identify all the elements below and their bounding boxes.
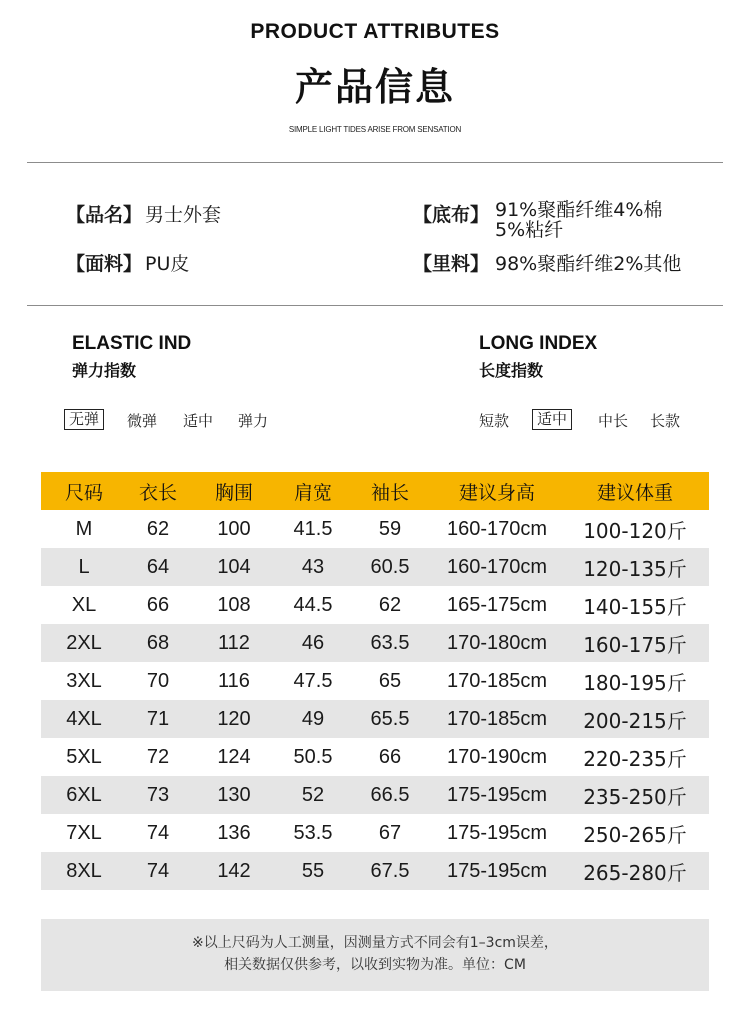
table-cell: 180-195斤 [583,670,687,695]
note-line-2: 相关数据仅供参考，以收到实物为准。单位：CM [224,957,526,973]
measurement-note [41,919,709,991]
table-cell: 68 [127,624,189,662]
elastic-option-stretch: 弹力 [238,412,269,430]
table-cell: 65 [378,669,402,692]
table-cell: 5XL [66,745,102,768]
table-cell: M [75,517,93,540]
table-row [41,586,709,624]
table-cell: 130 [189,776,279,814]
table-cell: 44.5 [293,593,333,616]
table-cell: 120 [189,700,279,738]
header-size: 尺码 [41,472,127,510]
table-row [41,510,709,548]
table-cell: 136 [217,821,251,844]
table-cell: 175-195cm [446,821,548,844]
table-cell: 47.5 [293,669,333,692]
table-cell: 49 [279,700,347,738]
elastic-title-en: ELASTIC IND [72,333,192,354]
table-row [41,776,709,814]
table-cell: 265-280斤 [561,852,709,890]
attr-lining-key: 【里料】 [413,253,490,275]
length-title-en: LONG INDEX [479,333,598,354]
table-cell: 7XL [66,821,102,844]
table-cell: 235-250斤 [561,776,709,814]
table-cell: 170-185cm [433,700,561,738]
header-weight: 建议体重 [561,472,709,510]
table-cell: 74 [146,821,170,844]
table-cell: XL [71,593,97,616]
title-chinese: 产品信息 [294,65,455,109]
table-cell: 64 [127,548,189,586]
size-table [41,472,709,890]
table-cell: 53.5 [293,821,333,844]
table-cell: 59 [378,517,402,540]
table-cell: 62 [146,517,170,540]
table-cell: 46 [279,624,347,662]
length-option-short: 短款 [479,412,510,430]
table-cell: 165-175cm [446,593,548,616]
attr-lining [413,249,682,276]
table-cell: 112 [189,624,279,662]
table-cell: 8XL [41,852,127,890]
table-cell: 220-235斤 [583,746,687,771]
table-cell: 41.5 [293,517,333,540]
header-sleeve: 袖长 [347,472,433,510]
table-cell: 170-180cm [433,624,561,662]
attr-fabric [66,249,190,276]
elastic-option-none: 无弹 [64,409,104,430]
table-cell: 100 [217,517,251,540]
page-header [0,20,750,134]
table-row [41,624,709,662]
table-cell: 100-120斤 [583,518,687,543]
table-cell: 124 [217,745,251,768]
table-cell: 4XL [41,700,127,738]
header-chest: 胸围 [189,472,279,510]
elastic-title-cn: 弹力指数 [72,361,137,380]
divider-middle [27,305,723,306]
table-cell: 66 [378,745,402,768]
length-title-cn: 长度指数 [479,361,544,380]
table-cell: 175-195cm [433,852,561,890]
divider-top [27,162,723,163]
attr-fabric-key: 【面料】 [66,253,143,275]
elastic-option-medium: 适中 [183,412,214,430]
table-row [41,738,709,776]
attr-base [413,199,663,241]
table-cell: 140-155斤 [583,594,687,619]
table-cell: 160-175斤 [561,624,709,662]
attr-fabric-value: PU皮 [145,253,190,275]
table-cell: 50.5 [293,745,333,768]
tagline: SIMPLE LIGHT TIDES ARISE FROM SENSATION [288,125,462,134]
size-table-header [41,472,709,510]
table-row [41,662,709,700]
elastic-option-slight: 微弹 [127,412,158,430]
table-cell: 2XL [41,624,127,662]
table-cell: 175-195cm [433,776,561,814]
size-table-body [41,510,709,890]
length-option-regular: 适中 [532,409,572,430]
table-cell: 160-170cm [446,517,548,540]
title-english: PRODUCT ATTRIBUTES [250,20,500,43]
attr-name-value: 男士外套 [145,204,222,226]
attr-base-key: 【底布】 [413,204,490,226]
table-cell: 70 [146,669,170,692]
header-height: 建议身高 [433,472,561,510]
table-cell: 116 [218,669,250,692]
table-cell: 65.5 [347,700,433,738]
table-cell: 6XL [41,776,127,814]
table-cell: 104 [189,548,279,586]
table-cell: 62 [378,593,402,616]
length-option-long: 长款 [650,412,681,430]
table-cell: 55 [279,852,347,890]
table-cell: 72 [146,745,170,768]
attr-base-value-line1: 91%聚酯纤维4%棉 [495,199,663,221]
table-cell: 250-265斤 [583,822,687,847]
table-cell: 66.5 [347,776,433,814]
table-row [41,548,709,586]
attr-name-key: 【品名】 [66,204,143,226]
table-cell: 71 [127,700,189,738]
table-cell: 74 [127,852,189,890]
table-cell: 3XL [66,669,102,692]
table-cell: 170-190cm [446,745,548,768]
table-cell: 142 [189,852,279,890]
note-line-1: ※以上尺码为人工测量，因测量方式不同会有1–3cm误差， [192,935,558,951]
table-cell: 160-170cm [433,548,561,586]
table-cell: 63.5 [347,624,433,662]
table-cell: 120-135斤 [561,548,709,586]
table-cell: 73 [127,776,189,814]
table-cell: 200-215斤 [561,700,709,738]
header-length: 衣长 [127,472,189,510]
table-cell: 108 [217,593,251,616]
table-cell: 66 [146,593,170,616]
table-row [41,814,709,852]
table-cell: 52 [279,776,347,814]
length-option-mid-long: 中长 [598,412,629,430]
attr-base-value-line2: 5%粘纤 [495,219,564,241]
table-cell: 67 [378,821,402,844]
table-cell: 60.5 [347,548,433,586]
table-cell: 170-185cm [446,669,548,692]
header-shoulder: 肩宽 [279,472,347,510]
table-row [41,852,709,890]
table-cell: L [41,548,127,586]
table-row [41,700,709,738]
table-cell: 67.5 [347,852,433,890]
attr-name [66,200,222,227]
attr-lining-value: 98%聚酯纤维2%其他 [495,253,682,275]
table-cell: 43 [279,548,347,586]
